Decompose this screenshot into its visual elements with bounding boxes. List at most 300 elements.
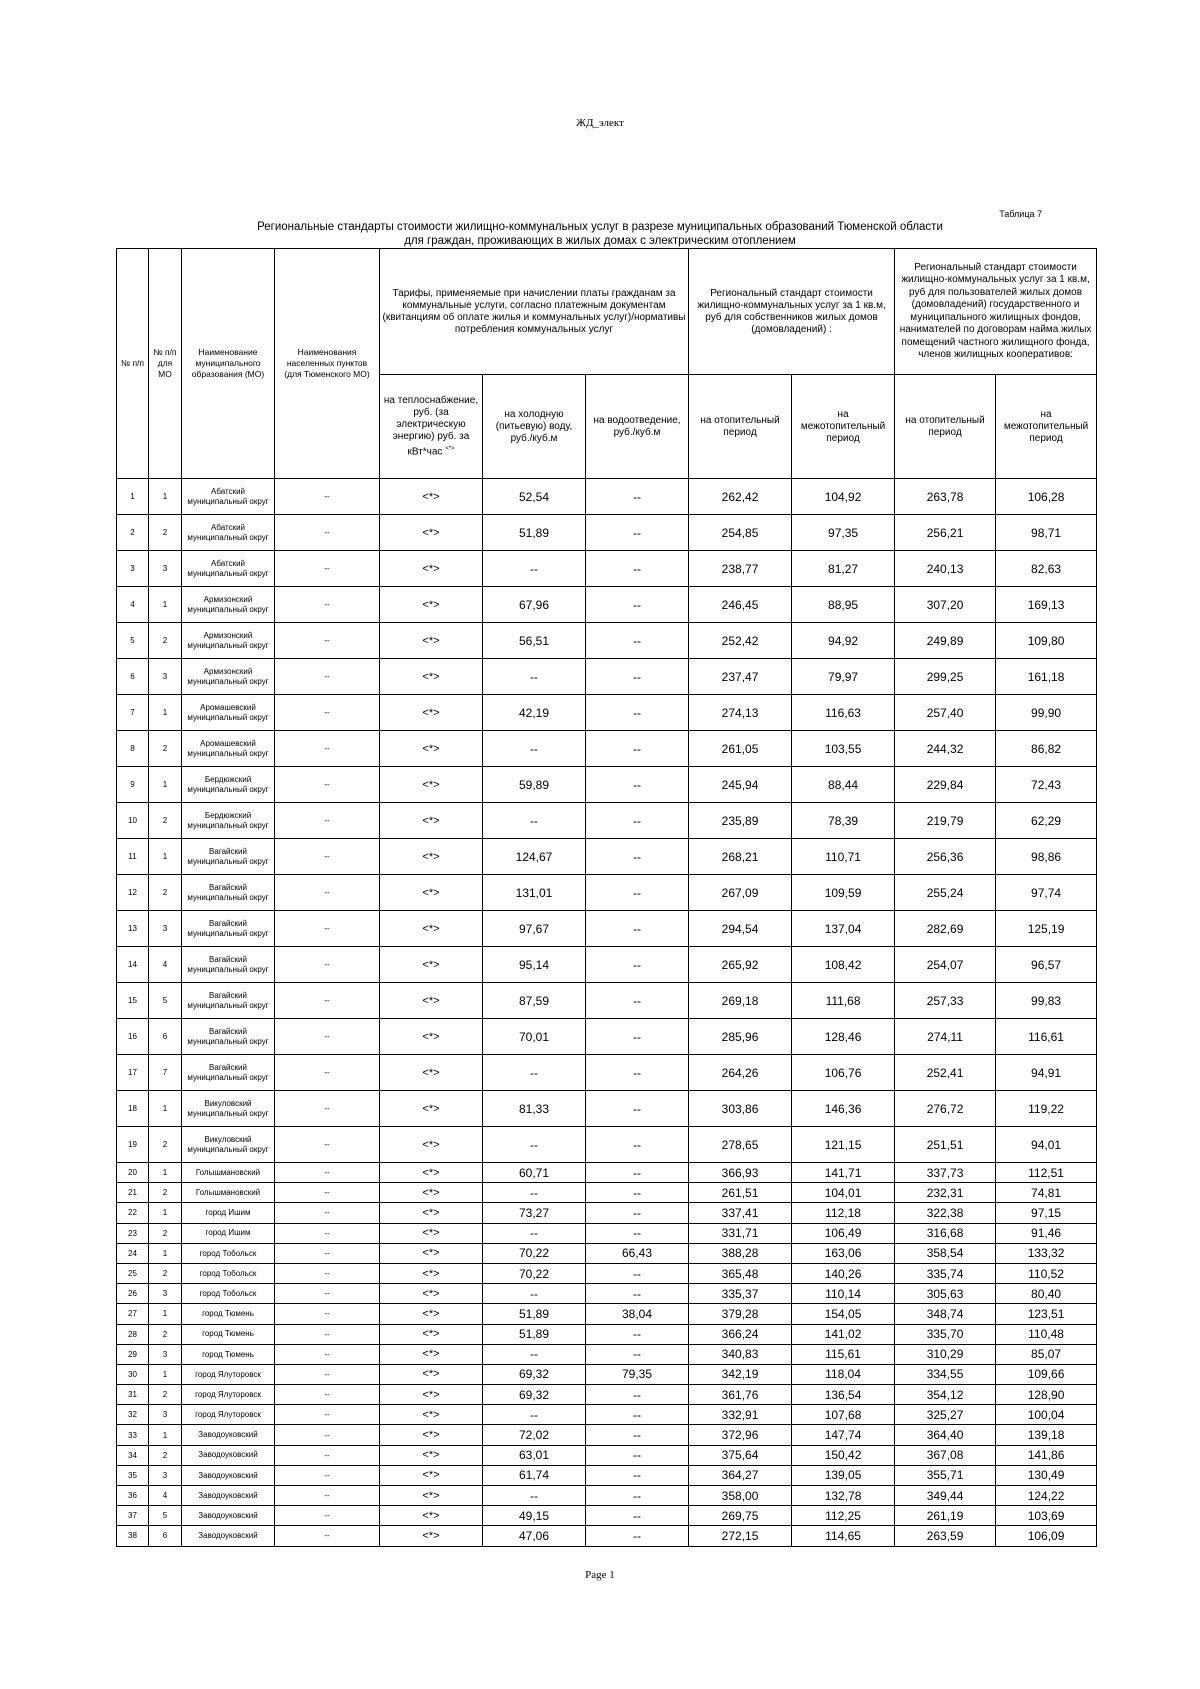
header-heat-supply-note: <*> [445, 445, 455, 452]
cell-users-off: 109,66 [996, 1364, 1097, 1384]
cell-drainage: -- [586, 1385, 689, 1405]
header-users-group: Региональный стандарт стоимости жилищно-коммунальных услуг за 1 кв.м, руб для пользователей жилых домов (домовладений) государственного и муниципального жилищных фондов, нанимателей по договорам найма жилых помещений частного жилищного фонда, членов жилищных кооперативов: [895, 249, 1097, 375]
cell-users-heating: 263,59 [895, 1526, 996, 1546]
cell-index: 3 [117, 551, 149, 587]
cell-heat-supply: <*> [380, 695, 483, 731]
caption-line-1: Региональные стандарты стоимости жилищно-коммунальных услуг в разрезе муниципальных образований Тюменской области [257, 221, 943, 233]
cell-sub-index: 2 [149, 1324, 182, 1344]
page-footer: Page 1 [585, 1569, 615, 1581]
cell-owners-off: 136,54 [792, 1385, 895, 1405]
table-row [117, 695, 1097, 731]
cell-owners-heating: 332,91 [689, 1405, 792, 1425]
cell-users-off: 128,90 [996, 1385, 1097, 1405]
cell-users-heating: 355,71 [895, 1465, 996, 1485]
cell-drainage: -- [586, 587, 689, 623]
cell-sub-index: 1 [149, 767, 182, 803]
cell-sub-index: 4 [149, 947, 182, 983]
cell-locality: -- [275, 1526, 380, 1546]
table-row [117, 1127, 1097, 1163]
cell-users-off: 106,28 [996, 479, 1097, 515]
cell-locality: -- [275, 1445, 380, 1465]
cell-municipality: Викуловский муниципальный округ [182, 1127, 275, 1163]
cell-cold-water: 67,96 [483, 587, 586, 623]
cell-index: 10 [117, 803, 149, 839]
cell-owners-heating: 337,41 [689, 1203, 792, 1223]
cell-owners-heating: 294,54 [689, 911, 792, 947]
cell-drainage: -- [586, 1445, 689, 1465]
cell-locality: -- [275, 1019, 380, 1055]
cell-drainage: -- [586, 803, 689, 839]
cell-index: 2 [117, 515, 149, 551]
cell-owners-heating: 246,45 [689, 587, 792, 623]
table-row [117, 1324, 1097, 1344]
cell-locality: -- [275, 1055, 380, 1091]
cell-heat-supply: <*> [380, 1405, 483, 1425]
cell-users-heating: 322,38 [895, 1203, 996, 1223]
cell-drainage: -- [586, 911, 689, 947]
cell-municipality: город Тобольск [182, 1263, 275, 1283]
table-row [117, 659, 1097, 695]
cell-sub-index: 3 [149, 1405, 182, 1425]
cell-users-off: 98,71 [996, 515, 1097, 551]
cell-index: 17 [117, 1055, 149, 1091]
cell-users-heating: 219,79 [895, 803, 996, 839]
cell-cold-water: 81,33 [483, 1091, 586, 1127]
cell-sub-index: 1 [149, 1163, 182, 1183]
cell-locality: -- [275, 1203, 380, 1223]
cell-owners-heating: 274,13 [689, 695, 792, 731]
cell-municipality: Заводоуковский [182, 1425, 275, 1445]
cell-users-heating: 358,54 [895, 1243, 996, 1263]
cell-municipality: Армизонский муниципальный округ [182, 587, 275, 623]
cell-heat-supply: <*> [380, 1284, 483, 1304]
cell-owners-heating: 238,77 [689, 551, 792, 587]
cell-cold-water: -- [483, 731, 586, 767]
cell-owners-heating: 375,64 [689, 1445, 792, 1465]
cell-users-off: 80,40 [996, 1284, 1097, 1304]
cell-users-off: 169,13 [996, 587, 1097, 623]
cell-owners-off: 137,04 [792, 911, 895, 947]
cell-users-heating: 251,51 [895, 1127, 996, 1163]
header-owners-off-period: на межотопительный период [792, 375, 895, 479]
cell-cold-water: 42,19 [483, 695, 586, 731]
cell-owners-off: 104,92 [792, 479, 895, 515]
cell-municipality: Абатский муниципальный округ [182, 479, 275, 515]
cell-users-off: 94,91 [996, 1055, 1097, 1091]
cell-heat-supply: <*> [380, 1385, 483, 1405]
cell-municipality: Абатский муниципальный округ [182, 515, 275, 551]
table-row [117, 1163, 1097, 1183]
cell-users-off: 110,52 [996, 1263, 1097, 1283]
cell-index: 21 [117, 1183, 149, 1203]
cell-owners-heating: 331,71 [689, 1223, 792, 1243]
cell-owners-off: 141,71 [792, 1163, 895, 1183]
cell-locality: -- [275, 803, 380, 839]
cell-owners-off: 103,55 [792, 731, 895, 767]
cell-sub-index: 7 [149, 1055, 182, 1091]
cell-users-off: 109,80 [996, 623, 1097, 659]
cell-owners-heating: 261,51 [689, 1183, 792, 1203]
cell-users-heating: 276,72 [895, 1091, 996, 1127]
cell-index: 22 [117, 1203, 149, 1223]
cell-locality: -- [275, 1344, 380, 1364]
cell-sub-index: 1 [149, 1091, 182, 1127]
cell-users-off: 133,32 [996, 1243, 1097, 1263]
header-sub-index: № п/п для МО [149, 249, 182, 479]
header-users-heating-period: на отопительный период [895, 375, 996, 479]
cell-sub-index: 3 [149, 551, 182, 587]
cell-heat-supply: <*> [380, 1486, 483, 1506]
cell-users-heating: 256,36 [895, 839, 996, 875]
cell-locality: -- [275, 731, 380, 767]
cell-index: 7 [117, 695, 149, 731]
cell-owners-off: 116,63 [792, 695, 895, 731]
cell-users-off: 116,61 [996, 1019, 1097, 1055]
cell-owners-off: 108,42 [792, 947, 895, 983]
table-row [117, 731, 1097, 767]
cell-owners-off: 112,18 [792, 1203, 895, 1223]
cell-municipality: Армизонский муниципальный округ [182, 659, 275, 695]
cell-drainage: -- [586, 1425, 689, 1445]
cell-users-heating: 244,32 [895, 731, 996, 767]
cell-drainage: -- [586, 1324, 689, 1344]
cell-heat-supply: <*> [380, 659, 483, 695]
cell-cold-water: 73,27 [483, 1203, 586, 1223]
cell-owners-off: 111,68 [792, 983, 895, 1019]
cell-index: 27 [117, 1304, 149, 1324]
cell-drainage: 79,35 [586, 1364, 689, 1384]
cell-owners-heating: 372,96 [689, 1425, 792, 1445]
cell-municipality: Заводоуковский [182, 1506, 275, 1526]
cell-heat-supply: <*> [380, 1425, 483, 1445]
cell-users-off: 82,63 [996, 551, 1097, 587]
cell-heat-supply: <*> [380, 1163, 483, 1183]
table-row [117, 1486, 1097, 1506]
cell-cold-water: 51,89 [483, 1324, 586, 1344]
cell-index: 36 [117, 1486, 149, 1506]
cell-owners-off: 139,05 [792, 1465, 895, 1485]
cell-heat-supply: <*> [380, 803, 483, 839]
cell-owners-heating: 366,93 [689, 1163, 792, 1183]
cell-users-heating: 367,08 [895, 1445, 996, 1465]
cell-cold-water: 51,89 [483, 1304, 586, 1324]
cell-heat-supply: <*> [380, 1127, 483, 1163]
cell-drainage: -- [586, 983, 689, 1019]
cell-drainage: -- [586, 1183, 689, 1203]
cell-heat-supply: <*> [380, 731, 483, 767]
cell-users-off: 119,22 [996, 1091, 1097, 1127]
cell-index: 11 [117, 839, 149, 875]
cell-drainage: -- [586, 1284, 689, 1304]
table-row [117, 1055, 1097, 1091]
cell-locality: -- [275, 1405, 380, 1425]
cell-index: 14 [117, 947, 149, 983]
cell-cold-water: 59,89 [483, 767, 586, 803]
cell-users-heating: 229,84 [895, 767, 996, 803]
table-row [117, 1445, 1097, 1465]
table-row [117, 1526, 1097, 1546]
cell-heat-supply: <*> [380, 1091, 483, 1127]
cell-users-off: 99,90 [996, 695, 1097, 731]
cell-users-heating: 325,27 [895, 1405, 996, 1425]
cell-index: 24 [117, 1243, 149, 1263]
cell-users-off: 125,19 [996, 911, 1097, 947]
cell-drainage: 66,43 [586, 1243, 689, 1263]
cell-drainage: -- [586, 1091, 689, 1127]
cell-cold-water: -- [483, 1223, 586, 1243]
cell-cold-water: 56,51 [483, 623, 586, 659]
cell-drainage: -- [586, 1465, 689, 1485]
cell-owners-off: 109,59 [792, 875, 895, 911]
cell-owners-off: 154,05 [792, 1304, 895, 1324]
cell-owners-off: 118,04 [792, 1364, 895, 1384]
cell-drainage: -- [586, 1405, 689, 1425]
table-row [117, 947, 1097, 983]
cell-owners-heating: 235,89 [689, 803, 792, 839]
cell-index: 31 [117, 1385, 149, 1405]
header-heat-supply [380, 375, 483, 479]
cell-owners-heating: 340,83 [689, 1344, 792, 1364]
cell-sub-index: 3 [149, 1465, 182, 1485]
cell-heat-supply: <*> [380, 767, 483, 803]
cell-owners-heating: 269,18 [689, 983, 792, 1019]
cell-users-off: 85,07 [996, 1344, 1097, 1364]
cell-drainage: -- [586, 1055, 689, 1091]
cell-users-off: 110,48 [996, 1324, 1097, 1344]
cell-municipality: город Ишим [182, 1203, 275, 1223]
cell-cold-water: 70,22 [483, 1243, 586, 1263]
cell-owners-off: 106,76 [792, 1055, 895, 1091]
table-row [117, 1019, 1097, 1055]
table-row [117, 1425, 1097, 1445]
cell-municipality: город Ялуторовск [182, 1385, 275, 1405]
cell-heat-supply: <*> [380, 551, 483, 587]
cell-municipality: город Тобольск [182, 1284, 275, 1304]
cell-index: 29 [117, 1344, 149, 1364]
cell-locality: -- [275, 695, 380, 731]
cell-users-heating: 305,63 [895, 1284, 996, 1304]
cell-cold-water: -- [483, 803, 586, 839]
table-row [117, 1304, 1097, 1324]
header-cold-water: на холодную (питьевую) воду, руб./куб.м [483, 375, 586, 479]
cell-owners-off: 78,39 [792, 803, 895, 839]
page-header: ЖД_элект [576, 117, 624, 129]
cell-locality: -- [275, 911, 380, 947]
cell-sub-index: 4 [149, 1486, 182, 1506]
cell-owners-off: 141,02 [792, 1324, 895, 1344]
cell-heat-supply: <*> [380, 1183, 483, 1203]
cell-owners-off: 106,49 [792, 1223, 895, 1243]
table-row [117, 839, 1097, 875]
cell-users-off: 161,18 [996, 659, 1097, 695]
cell-index: 30 [117, 1364, 149, 1384]
cell-heat-supply: <*> [380, 839, 483, 875]
cell-locality: -- [275, 1284, 380, 1304]
cell-municipality: Викуловский муниципальный округ [182, 1091, 275, 1127]
cell-municipality: Бердюжский муниципальный округ [182, 767, 275, 803]
cell-municipality: Вагайский муниципальный округ [182, 1019, 275, 1055]
cell-municipality: Армизонский муниципальный округ [182, 623, 275, 659]
cell-index: 23 [117, 1223, 149, 1243]
cell-owners-off: 110,71 [792, 839, 895, 875]
cell-municipality: город Ялуторовск [182, 1405, 275, 1425]
cell-municipality: Голышмановский [182, 1163, 275, 1183]
cell-heat-supply: <*> [380, 1506, 483, 1526]
cell-users-off: 99,83 [996, 983, 1097, 1019]
cell-users-off: 124,22 [996, 1486, 1097, 1506]
caption-line-2: для граждан, проживающих в жилых домах с электрическим отоплением [404, 235, 796, 247]
cell-locality: -- [275, 1263, 380, 1283]
cell-owners-heating: 303,86 [689, 1091, 792, 1127]
cell-owners-off: 81,27 [792, 551, 895, 587]
cell-owners-heating: 342,19 [689, 1364, 792, 1384]
table-row [117, 1506, 1097, 1526]
cell-municipality: Вагайский муниципальный округ [182, 983, 275, 1019]
cell-owners-off: 147,74 [792, 1425, 895, 1445]
cell-drainage: -- [586, 1263, 689, 1283]
cell-municipality: Аромашевский муниципальный округ [182, 731, 275, 767]
cell-owners-off: 107,68 [792, 1405, 895, 1425]
cell-locality: -- [275, 515, 380, 551]
cell-municipality: Вагайский муниципальный округ [182, 839, 275, 875]
cell-locality: -- [275, 1304, 380, 1324]
cell-heat-supply: <*> [380, 515, 483, 551]
cell-owners-heating: 265,92 [689, 947, 792, 983]
cell-locality: -- [275, 875, 380, 911]
cell-sub-index: 1 [149, 1243, 182, 1263]
cell-owners-heating: 278,65 [689, 1127, 792, 1163]
cell-heat-supply: <*> [380, 1465, 483, 1485]
table-row [117, 479, 1097, 515]
cell-locality: -- [275, 1183, 380, 1203]
table-row [117, 551, 1097, 587]
cell-drainage: -- [586, 1486, 689, 1506]
cell-users-off: 112,51 [996, 1163, 1097, 1183]
cell-users-heating: 349,44 [895, 1486, 996, 1506]
cell-owners-heating: 268,21 [689, 839, 792, 875]
cell-users-heating: 364,40 [895, 1425, 996, 1445]
cell-users-off: 106,09 [996, 1526, 1097, 1546]
cell-index: 6 [117, 659, 149, 695]
cell-heat-supply: <*> [380, 623, 483, 659]
cell-owners-heating: 364,27 [689, 1465, 792, 1485]
cell-drainage: -- [586, 839, 689, 875]
cell-users-off: 100,04 [996, 1405, 1097, 1425]
cell-drainage: 38,04 [586, 1304, 689, 1324]
table-row [117, 1284, 1097, 1304]
cell-municipality: Заводоуковский [182, 1486, 275, 1506]
cell-locality: -- [275, 767, 380, 803]
cell-users-off: 62,29 [996, 803, 1097, 839]
cell-municipality: Аромашевский муниципальный округ [182, 695, 275, 731]
cell-cold-water: -- [483, 1284, 586, 1304]
table-row [117, 1243, 1097, 1263]
cell-sub-index: 2 [149, 1385, 182, 1405]
cell-drainage: -- [586, 731, 689, 767]
cell-sub-index: 1 [149, 839, 182, 875]
cell-drainage: -- [586, 767, 689, 803]
cell-locality: -- [275, 839, 380, 875]
cell-index: 34 [117, 1445, 149, 1465]
cell-cold-water: 97,67 [483, 911, 586, 947]
cell-owners-heating: 379,28 [689, 1304, 792, 1324]
header-users-off-period: на межотопительный период [996, 375, 1097, 479]
cell-cold-water: 49,15 [483, 1506, 586, 1526]
cell-owners-off: 121,15 [792, 1127, 895, 1163]
cell-owners-off: 132,78 [792, 1486, 895, 1506]
cell-locality: -- [275, 1091, 380, 1127]
table-row [117, 623, 1097, 659]
cell-cold-water: 70,22 [483, 1263, 586, 1283]
cell-owners-off: 114,65 [792, 1526, 895, 1546]
cell-heat-supply: <*> [380, 1324, 483, 1344]
cell-sub-index: 2 [149, 731, 182, 767]
cell-users-off: 74,81 [996, 1183, 1097, 1203]
cell-cold-water: 69,32 [483, 1364, 586, 1384]
cell-drainage: -- [586, 479, 689, 515]
cell-users-heating: 255,24 [895, 875, 996, 911]
table-row [117, 1263, 1097, 1283]
cell-owners-off: 115,61 [792, 1344, 895, 1364]
cell-cold-water: -- [483, 659, 586, 695]
cell-cold-water: -- [483, 1055, 586, 1091]
cell-sub-index: 2 [149, 1263, 182, 1283]
cell-heat-supply: <*> [380, 875, 483, 911]
cell-users-heating: 254,07 [895, 947, 996, 983]
cell-sub-index: 3 [149, 659, 182, 695]
cell-municipality: город Тюмень [182, 1344, 275, 1364]
cell-users-heating: 263,78 [895, 479, 996, 515]
cell-owners-heating: 388,28 [689, 1243, 792, 1263]
cell-cold-water: 60,71 [483, 1163, 586, 1183]
cell-sub-index: 2 [149, 1127, 182, 1163]
cell-municipality: Заводоуковский [182, 1445, 275, 1465]
cell-municipality: город Тобольск [182, 1243, 275, 1263]
table-row [117, 803, 1097, 839]
cell-sub-index: 2 [149, 803, 182, 839]
cell-owners-off: 104,01 [792, 1183, 895, 1203]
cell-heat-supply: <*> [380, 1304, 483, 1324]
cell-users-heating: 252,41 [895, 1055, 996, 1091]
cell-sub-index: 3 [149, 1284, 182, 1304]
cell-municipality: город Ишим [182, 1223, 275, 1243]
cell-cold-water: -- [483, 1405, 586, 1425]
cell-users-heating: 335,74 [895, 1263, 996, 1283]
table-row [117, 587, 1097, 623]
cell-cold-water: -- [483, 1127, 586, 1163]
cell-locality: -- [275, 551, 380, 587]
cell-users-heating: 256,21 [895, 515, 996, 551]
cell-index: 4 [117, 587, 149, 623]
cell-owners-heating: 245,94 [689, 767, 792, 803]
cell-users-off: 141,86 [996, 1445, 1097, 1465]
cell-index: 9 [117, 767, 149, 803]
table-row [117, 1405, 1097, 1425]
cell-drainage: -- [586, 1019, 689, 1055]
cell-users-off: 96,57 [996, 947, 1097, 983]
cell-locality: -- [275, 1127, 380, 1163]
cell-cold-water: 69,32 [483, 1385, 586, 1405]
cell-owners-off: 88,44 [792, 767, 895, 803]
cell-cold-water: 63,01 [483, 1445, 586, 1465]
cell-locality: -- [275, 1243, 380, 1263]
cell-owners-heating: 254,85 [689, 515, 792, 551]
cell-cold-water: 72,02 [483, 1425, 586, 1445]
cell-drainage: -- [586, 1127, 689, 1163]
cell-owners-off: 110,14 [792, 1284, 895, 1304]
cell-owners-off: 97,35 [792, 515, 895, 551]
cell-cold-water: 52,54 [483, 479, 586, 515]
